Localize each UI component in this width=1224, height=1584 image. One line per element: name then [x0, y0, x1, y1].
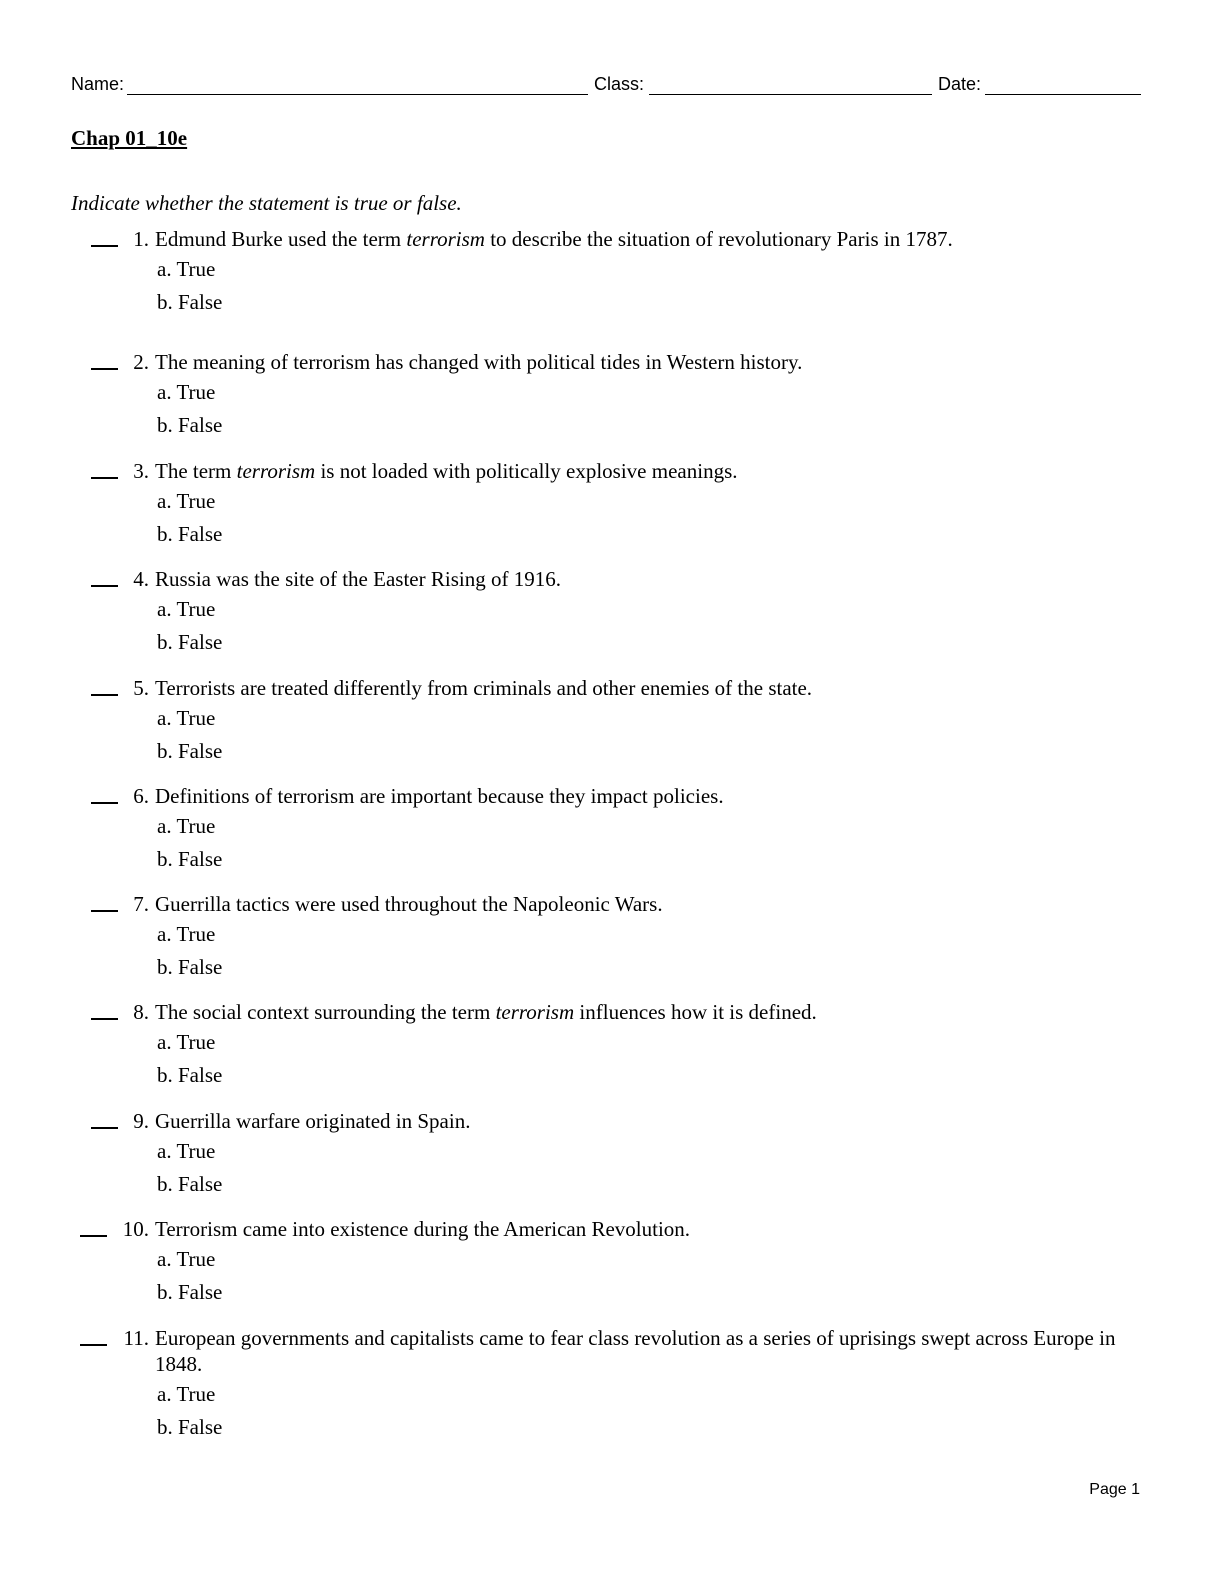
answer-blank[interactable]	[91, 245, 118, 247]
page-title: Chap 01_10e	[71, 126, 188, 150]
option-true[interactable]: a. True	[157, 922, 216, 946]
answer-blank[interactable]	[80, 1344, 107, 1346]
question-text-part: is not loaded with politically explosive meanings.	[315, 459, 738, 483]
class-field-line[interactable]	[649, 94, 932, 95]
question-text-part: Russia was the site of the Easter Rising of 1916.	[155, 567, 561, 591]
question-number: 9.	[133, 1109, 149, 1133]
question-text-part: Definitions of terrorism are important because they impact policies.	[155, 784, 724, 808]
option-false[interactable]: b. False	[157, 289, 223, 314]
option-false[interactable]: b. False	[157, 1279, 223, 1304]
option-true[interactable]: a. True	[157, 380, 216, 404]
answer-blank[interactable]	[91, 585, 118, 587]
answer-blank[interactable]	[91, 1018, 118, 1020]
question-text-part: The term	[155, 459, 237, 483]
answer-blank[interactable]	[91, 910, 118, 912]
answer-blank[interactable]	[91, 368, 118, 370]
question-text-part: The meaning of terrorism has changed with political tides in Western history.	[155, 350, 803, 374]
question-text-part: The social context surrounding the term	[155, 1000, 496, 1024]
option-false[interactable]: b. False	[157, 629, 223, 654]
question-text	[155, 458, 1145, 484]
question-text	[155, 1108, 1145, 1134]
option-true[interactable]: a. True	[157, 1139, 216, 1163]
question-number: 6.	[133, 784, 149, 808]
option-true[interactable]: a. True	[157, 706, 216, 730]
option-true[interactable]: a. True	[157, 257, 216, 281]
option-false[interactable]: b. False	[157, 412, 223, 437]
option-false[interactable]: b. False	[157, 1171, 223, 1196]
instructions: Indicate whether the statement is true or false.	[71, 191, 462, 215]
question-number: 5.	[133, 676, 149, 700]
question-text-part: Guerrilla warfare originated in Spain.	[155, 1109, 471, 1133]
question-text	[155, 675, 1145, 701]
name-field-line[interactable]	[127, 94, 588, 95]
question-number: 2.	[133, 350, 149, 374]
question-number: 7.	[133, 892, 149, 916]
question-text	[155, 566, 1145, 592]
answer-blank[interactable]	[91, 694, 118, 696]
question-text	[155, 1325, 1145, 1377]
question-text	[155, 891, 1145, 917]
class-label: Class:	[594, 74, 645, 94]
question-emphasis: terrorism	[406, 227, 485, 251]
option-true[interactable]: a. True	[157, 597, 216, 621]
option-false[interactable]: b. False	[157, 846, 223, 871]
question-number: 3.	[133, 459, 149, 483]
date-label: Date:	[938, 74, 982, 94]
student-info-header	[71, 72, 1141, 98]
option-false[interactable]: b. False	[157, 1062, 223, 1087]
question-text	[155, 999, 1145, 1025]
question-number: 1.	[133, 227, 149, 251]
answer-blank[interactable]	[91, 477, 118, 479]
question-text-part: European governments and capitalists came to fear class revolution as a series of uprisings swept across Europe in 1848.	[155, 1326, 1116, 1376]
option-false[interactable]: b. False	[157, 521, 223, 546]
name-label: Name:	[71, 74, 125, 94]
option-false[interactable]: b. False	[157, 954, 223, 979]
question-number: 4.	[133, 567, 149, 591]
option-false[interactable]: b. False	[157, 1414, 223, 1439]
question-text-part: Edmund Burke used the term	[155, 227, 407, 251]
option-true[interactable]: a. True	[157, 1382, 216, 1406]
question-emphasis: terrorism	[236, 459, 316, 483]
question-text-part: Terrorism came into existence during the American Revolution.	[155, 1217, 691, 1241]
question-text-part: influences how it is defined.	[574, 1000, 817, 1024]
answer-blank[interactable]	[91, 1127, 118, 1129]
option-false[interactable]: b. False	[157, 738, 223, 763]
question-number: 11.	[123, 1326, 149, 1350]
question-text-part: Terrorists are treated differently from criminals and other enemies of the state.	[155, 676, 813, 700]
option-true[interactable]: a. True	[157, 489, 216, 513]
option-true[interactable]: a. True	[157, 1030, 216, 1054]
page-number: Page 1	[1089, 1481, 1140, 1498]
question-text	[155, 1216, 1145, 1242]
question-text	[155, 783, 1145, 809]
date-field-line[interactable]	[985, 94, 1141, 95]
question-text	[155, 349, 1145, 375]
question-emphasis: terrorism	[495, 1000, 575, 1024]
question-text-part: Guerrilla tactics were used throughout the Napoleonic Wars.	[155, 892, 663, 916]
answer-blank[interactable]	[80, 1235, 107, 1237]
question-number: 8.	[133, 1000, 149, 1024]
option-true[interactable]: a. True	[157, 814, 216, 838]
question-text	[155, 226, 1145, 252]
question-text-part: to describe the situation of revolutionary Paris in 1787.	[484, 227, 953, 251]
option-true[interactable]: a. True	[157, 1247, 216, 1271]
answer-blank[interactable]	[91, 802, 118, 804]
question-number: 10.	[122, 1217, 149, 1241]
